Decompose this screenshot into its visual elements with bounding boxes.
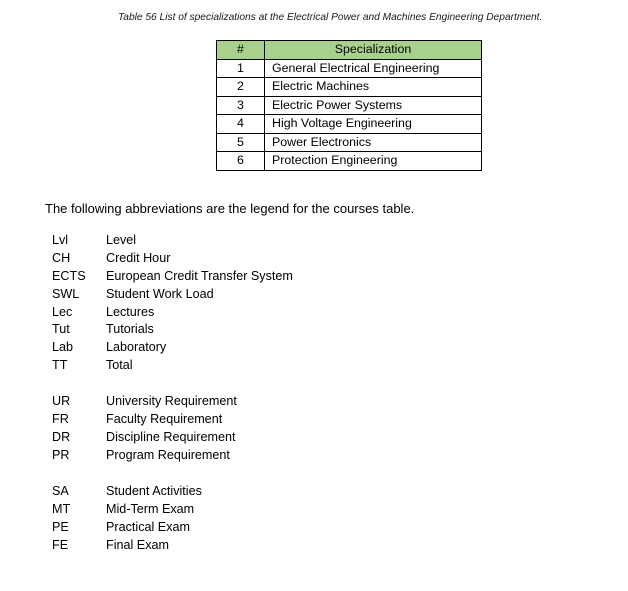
legend-intro: The following abbreviations are the legend for the courses table. [45, 201, 415, 216]
legend-abbreviation: CH [52, 250, 71, 265]
table-row [217, 152, 482, 171]
table-caption: Table 56 List of specializations at the Electrical Power and Machines Engineering Department. [118, 12, 543, 23]
legend-description: Total [106, 358, 133, 373]
row-number: 1 [217, 59, 265, 78]
legend-abbreviation: Tut [52, 322, 70, 337]
row-specialization: Electric Machines [265, 78, 482, 97]
legend-description: University Requirement [106, 394, 237, 408]
row-number: 2 [217, 78, 265, 97]
legend-description: Mid-Term Exam [106, 501, 195, 516]
legend-abbreviation: FE [52, 537, 69, 552]
row-specialization: Power Electronics [265, 133, 482, 152]
legend-abbreviation: PR [52, 447, 70, 462]
row-specialization: Protection Engineering [265, 152, 482, 171]
legend-abbreviation: Lvl [52, 233, 69, 247]
row-number: 3 [217, 96, 265, 115]
row-specialization: General Electrical Engineering [265, 59, 482, 78]
legend-abbreviation: SWL [52, 286, 80, 301]
legend-description: Student Activities [106, 484, 202, 498]
legend-description: Student Work Load [106, 286, 214, 301]
legend-abbreviation: ECTS [52, 268, 86, 283]
row-number: 5 [217, 133, 265, 152]
table-row [217, 59, 482, 78]
table-header-row [217, 41, 482, 60]
legend-description: Program Requirement [106, 447, 230, 462]
table-row [217, 133, 482, 152]
legend-abbreviation: TT [52, 358, 68, 373]
row-number: 4 [217, 115, 265, 134]
table-row [217, 115, 482, 134]
legend-description: European Credit Transfer System [106, 268, 293, 283]
table-row [217, 78, 482, 97]
legend-abbreviation: DR [52, 429, 71, 444]
row-specialization: High Voltage Engineering [265, 115, 482, 134]
legend-description: Faculty Requirement [106, 411, 223, 426]
specializations-table [216, 40, 482, 171]
legend-description: Laboratory [106, 340, 167, 355]
legend-abbreviation: FR [52, 411, 69, 426]
row-number: 6 [217, 152, 265, 171]
legend-abbreviation: MT [52, 501, 71, 516]
legend-description: Practical Exam [106, 519, 190, 534]
table-row [217, 96, 482, 115]
legend-abbreviation: PE [52, 519, 69, 534]
legend-description: Level [106, 233, 137, 247]
legend-description: Discipline Requirement [106, 429, 236, 444]
row-specialization: Electric Power Systems [265, 96, 482, 115]
legend-abbreviation: Lec [52, 304, 73, 319]
legend-description: Final Exam [106, 537, 169, 552]
legend-abbreviation: Lab [52, 340, 74, 355]
legend-description: Credit Hour [106, 250, 171, 265]
legend-abbreviation: SA [52, 484, 69, 498]
legend-description: Tutorials [106, 322, 154, 337]
legend-abbreviation: UR [52, 394, 71, 408]
header-number: # [217, 41, 265, 60]
legend-description: Lectures [106, 304, 155, 319]
header-specialization: Specialization [265, 41, 482, 60]
